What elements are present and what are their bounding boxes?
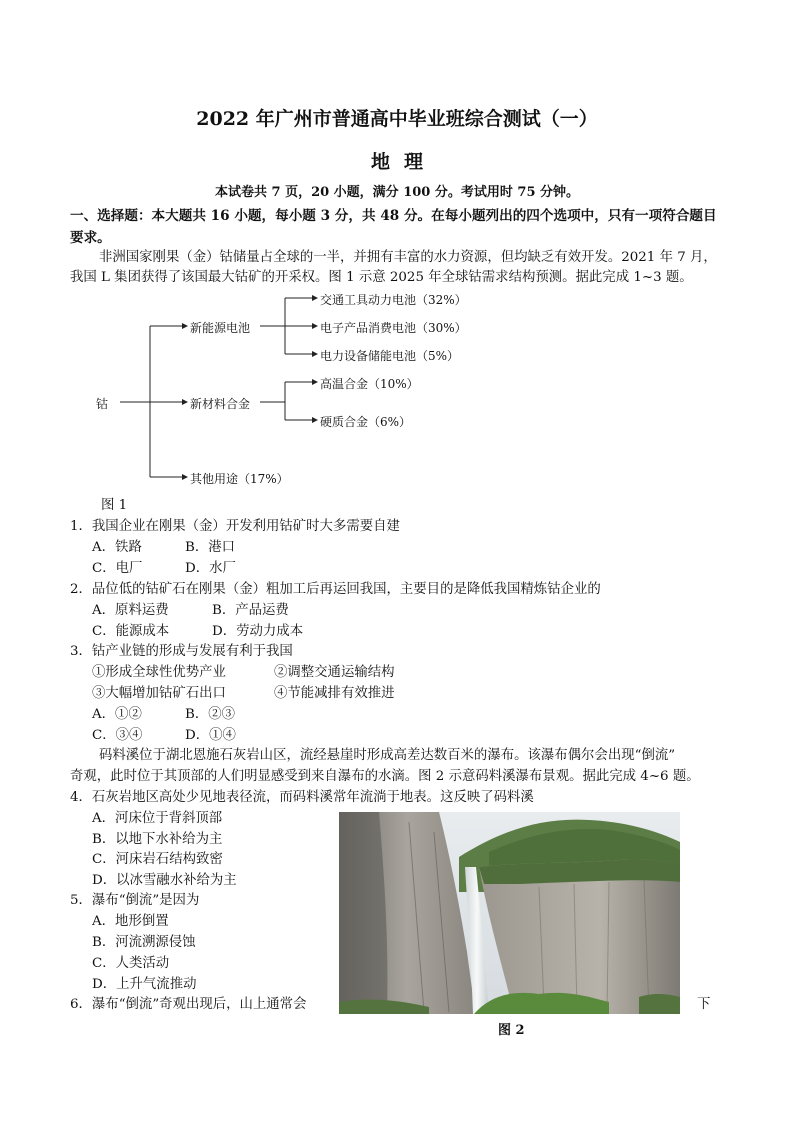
passage1-line1: 非洲国家刚果（金）钴储量占全球的一半，并拥有丰富的水力资源，但均缺乏有效开发。2021 年 7 月， — [99, 250, 717, 265]
tree-leaf-high-temp-alloy: 高温合金（10%） — [320, 377, 419, 391]
q4-option-d[interactable]: D．以冰雪融水补给为主 — [92, 873, 237, 888]
q5-option-b[interactable]: B．河流溯源侵蚀 — [92, 935, 196, 950]
tree-branch-other-uses: 其他用途（17%） — [190, 472, 289, 486]
q3-statement-4: ④节能减排有效推进 — [274, 686, 395, 701]
q4-option-b[interactable]: B．以地下水补给为主 — [92, 832, 223, 847]
q3-statement-2: ②调整交通运输结构 — [274, 665, 395, 680]
passage2-line1: 码料溪位于湖北恩施石灰岩山区，流经悬崖时形成高差达数百米的瀑布。该瀑布偶尔会出现“倒流” — [99, 748, 676, 763]
exam-title: 2022 年广州市普通高中毕业班综合测试（一） — [196, 108, 598, 130]
q5-option-c[interactable]: C．人类活动 — [92, 956, 170, 971]
tree-root-label: 钴 — [96, 397, 109, 411]
section-heading-cont: 要求。 — [70, 230, 111, 246]
waterfall-illustration — [339, 812, 680, 1014]
q2-stem: 2．品位低的钴矿石在刚果（金）粗加工后再运回我国，主要目的是降低我国精炼钴企业的 — [70, 582, 601, 597]
q3-option-d[interactable]: D．①④ — [185, 728, 236, 743]
waterfall-photo — [339, 812, 680, 1014]
subject-title: 地理 — [370, 151, 437, 173]
q1-option-d[interactable]: D．水厂 — [185, 561, 236, 576]
q1-option-b[interactable]: B．港口 — [185, 540, 236, 555]
exam-info: 本试卷共 7 页，20 小题，满分 100 分。考试用时 75 分钟。 — [214, 185, 580, 200]
q5-option-d[interactable]: D．上升气流推动 — [92, 977, 197, 992]
q4-option-c[interactable]: C．河床岩石结构致密 — [92, 852, 223, 867]
q3-statement-1: ①形成全球性优势产业 — [92, 665, 226, 680]
figure2-caption: 图 2 — [498, 1023, 525, 1038]
tree-branch-new-energy-battery: 新能源电池 — [190, 321, 251, 335]
q2-option-d[interactable]: D．劳动力成本 — [212, 624, 304, 639]
q5-stem: 5．瀑布“倒流”是因为 — [70, 893, 200, 908]
tree-leaf-storage-battery: 电力设备储能电池（5%） — [320, 349, 460, 363]
q2-option-a[interactable]: A．原料运费 — [92, 603, 169, 618]
q3-stem: 3．钴产业链的形成与发展有利于我国 — [70, 644, 293, 659]
tree-leaf-consumer-battery: 电子产品消费电池（30%） — [320, 321, 467, 335]
q3-option-b[interactable]: B．②③ — [185, 707, 236, 722]
q4-option-a[interactable]: A．河床位于背斜顶部 — [92, 811, 223, 826]
tree-branch-new-alloy: 新材料合金 — [190, 397, 251, 411]
q4-stem: 4．石灰岩地区高处少见地表径流，而码料溪常年流淌于地表。这反映了码料溪 — [70, 790, 534, 805]
q6-stem: 6．瀑布“倒流”奇观出现后，山上通常会 — [70, 997, 307, 1012]
passage1-line2: 我国 L 集团获得了该国最大钴矿的开采权。图 1 示意 2025 年全球钴需求结构预测。据此完成 1~3 题。 — [70, 270, 693, 285]
q1-stem: 1．我国企业在刚果（金）开发利用钴矿时大多需要自建 — [70, 519, 400, 534]
figure1-caption: 图 1 — [101, 498, 128, 513]
q3-option-c[interactable]: C．③④ — [92, 728, 143, 743]
q1-option-a[interactable]: A．铁路 — [92, 540, 142, 555]
q3-option-a[interactable]: A．①② — [92, 707, 142, 722]
q2-option-c[interactable]: C．能源成本 — [92, 624, 170, 639]
q6-stem-tail: 下 — [697, 997, 711, 1012]
tree-leaf-vehicle-battery: 交通工具动力电池（32%） — [320, 293, 467, 307]
passage2-line2: 奇观，此时位于其顶部的人们明显感受到来自瀑布的水滴。图 2 示意码料溪瀑布景观。据此完成 4~6 题。 — [70, 769, 700, 784]
q1-option-c[interactable]: C．电厂 — [92, 561, 143, 576]
q2-option-b[interactable]: B．产品运费 — [212, 603, 289, 618]
tree-leaf-hard-alloy: 硬质合金（6%） — [320, 415, 412, 429]
q3-statement-3: ③大幅增加钴矿石出口 — [92, 686, 226, 701]
section-heading: 一、选择题：本大题共 16 小题，每小题 3 分，共 48 分。在每小题列出的四个选项中，只有一项符合题目 — [70, 208, 717, 224]
q5-option-a[interactable]: A．地形倒置 — [92, 914, 169, 929]
